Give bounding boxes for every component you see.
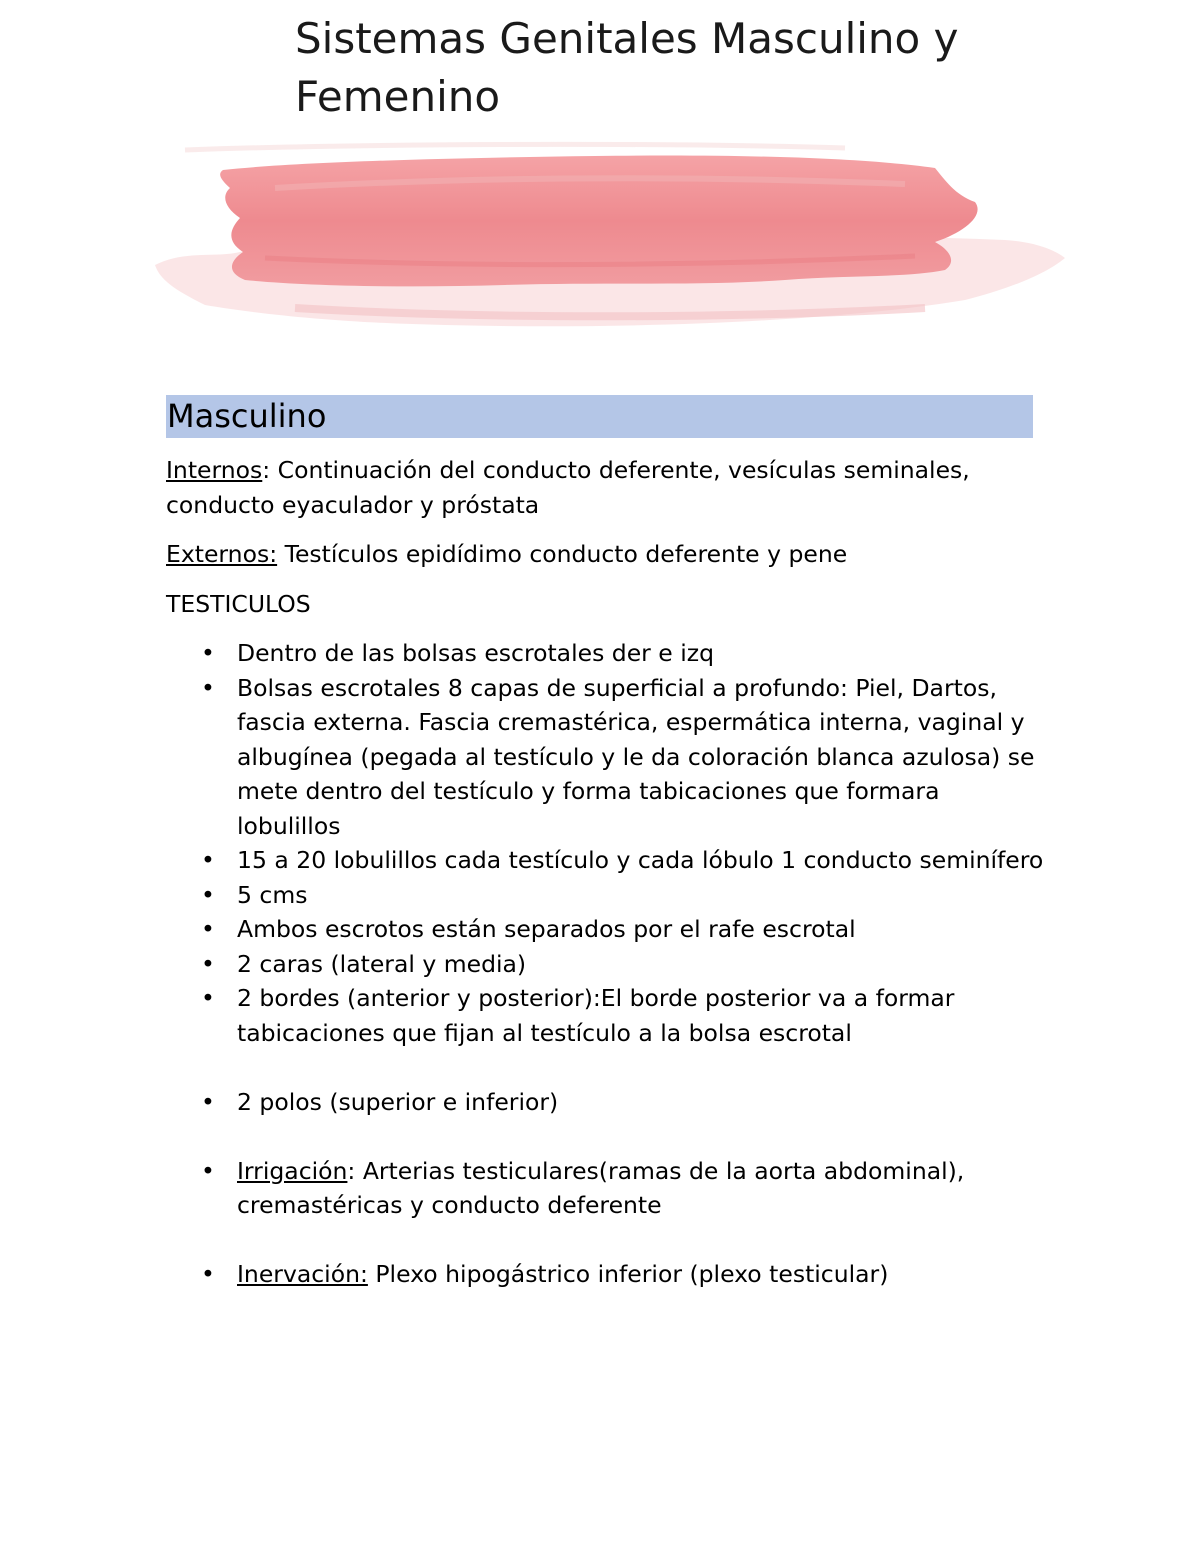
internos-text: Continuación del conducto deferente, vesículas seminales, conducto eyaculador y próstata (166, 456, 970, 519)
externos-text: Testículos epidídimo conducto deferente y pene (277, 540, 848, 568)
list-item: • 2 polos (superior e inferior) (237, 1085, 1046, 1120)
testiculos-list (166, 636, 1046, 1292)
list-item: • 5 cms (237, 878, 1046, 913)
externos-label: Externos: (166, 540, 278, 568)
list-item: • Bolsas escrotales 8 capas de superficial a profundo: Piel, Dartos, fascia externa. Fascia cremastérica, espermática interna, vaginal y albugínea (pegada al testículo y le da coloración blanca azulosa) se mete dentro del testículo y forma tabicaciones que formara lobulillos (237, 671, 1046, 844)
testiculos-heading: TESTICULOS (166, 589, 311, 618)
irrigacion-item: • Irrigación: Arterias testiculares(ramas de la aorta abdominal), cremastéricas y conducto deferente (237, 1154, 1046, 1223)
list-item: • Ambos escrotos están separados por el rafe escrotal (237, 912, 1046, 947)
externos-paragraph (166, 537, 1046, 572)
list-item: • 15 a 20 lobulillos cada testículo y cada lóbulo 1 conducto seminífero (237, 843, 1046, 878)
list-item: • Dentro de las bolsas escrotales der e izq (237, 636, 1046, 671)
document-body (166, 453, 1046, 1292)
inervacion-text: Plexo hipogástrico inferior (plexo testicular) (367, 1260, 889, 1288)
inervacion-item (237, 1257, 1046, 1292)
irrigacion-label: Irrigación (237, 1156, 348, 1185)
inervacion-label: Inervación: (237, 1260, 368, 1288)
internos-paragraph: Internos: Continuación del conducto deferente, vesículas seminales, conducto eyaculador y próstata (166, 456, 970, 519)
list-item: • 2 caras (lateral y media) (237, 947, 1046, 982)
watercolor-brush-decoration (145, 140, 1070, 340)
section-heading-masculino: Masculino (166, 395, 1033, 438)
page-title: Sistemas Genitales Masculino y Femenino (295, 14, 959, 121)
irrigacion-text: Arterias testiculares(ramas de la aorta abdominal), cremastéricas y conducto deferente (237, 1156, 965, 1219)
internos-label: Internos (166, 456, 263, 484)
list-item: • 2 bordes (anterior y posterior):El borde posterior va a formar tabicaciones que fijan al testículo a la bolsa escrotal (237, 981, 1046, 1050)
